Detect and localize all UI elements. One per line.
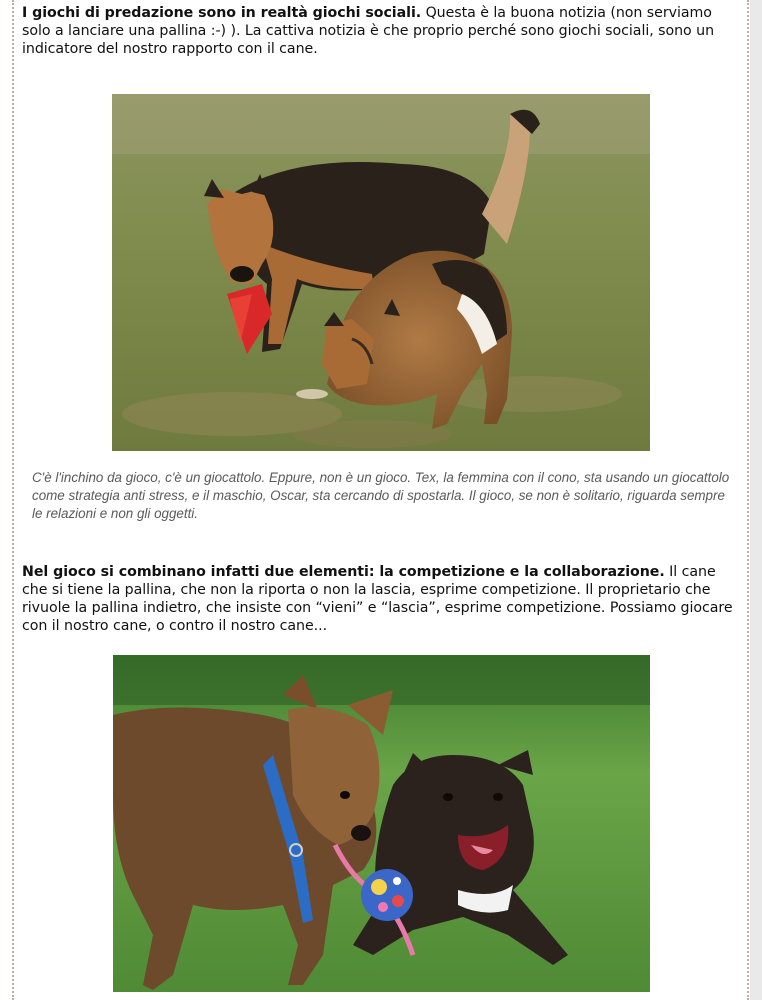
- photo-icon: [113, 655, 650, 992]
- paragraph-body-text: Questa è la buona notizia (non serviamo solo a lanciare una pallina :-) ). La cattiva notizia è che proprio perché sono giochi sociali, sono un indicatore del nostro rapporto con il cane.: [22, 5, 715, 57]
- photo-icon: [112, 94, 650, 451]
- paragraph-body-text-2: Il cane che si tiene la pallina, che non la riporta o non la lascia, esprime competizione. Il proprietario che rivuole la pallina indietro, che insiste con “vieni” e “lascia”, esprime competizione. Possiamo giocare con il nostro cane, o contro il nostro cane...: [22, 564, 733, 634]
- scrollbar-track[interactable]: [750, 0, 762, 1000]
- photo-puppy-and-dog-with-ball: [113, 655, 650, 992]
- paragraph-lead-bold: I giochi di predazione sono in realtà giochi sociali.: [22, 5, 422, 21]
- article-content: [22, 4, 738, 992]
- paragraph-lead-bold-2: Nel gioco si combinano infatti due elementi: la competizione e la collaborazione.: [22, 564, 665, 580]
- photo-caption: C'è l'inchino da gioco, c'è un giocattolo. Eppure, non è un gioco. Tex, la femmina con il cono, sta usando un giocattolo come strategia anti stress, e il maschio, Oscar, sta cercando di spostarla. Il gioco, se non è solitario, riguarda sempre le relazioni e non gli oggetti.: [32, 470, 730, 521]
- paragraph-competition-collaboration: [22, 563, 738, 635]
- paragraph-predation-games: [22, 4, 738, 58]
- left-dotted-border: [12, 0, 14, 1000]
- right-dotted-border: [747, 0, 749, 1000]
- photo-german-shepherds-playing: [112, 94, 650, 451]
